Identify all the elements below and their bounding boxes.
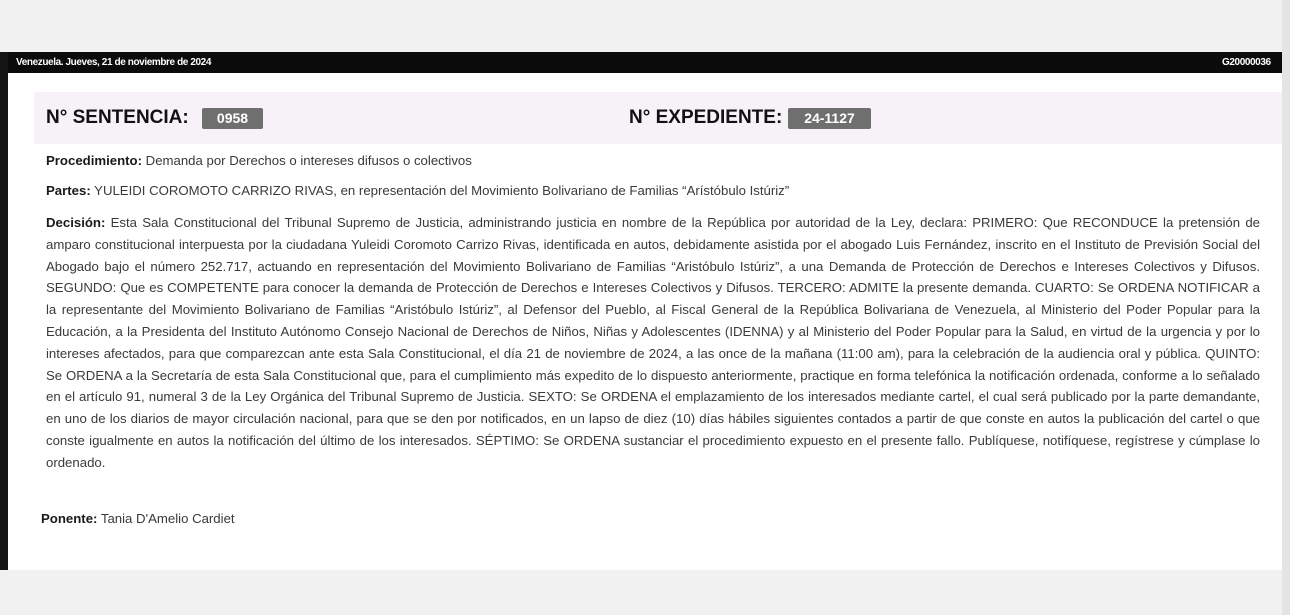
partes-line xyxy=(46,180,1260,202)
sentencia-number-badge: 0958 xyxy=(202,108,263,129)
decision-paragraph xyxy=(46,212,1260,474)
procedimiento-value: Demanda por Derechos o intereses difusos o colectivos xyxy=(145,153,472,168)
decision-label: Decisión: xyxy=(46,215,106,230)
expediente-label: N° EXPEDIENTE: xyxy=(629,107,783,128)
ponente-label: Ponente: xyxy=(41,511,98,526)
procedimiento-line xyxy=(46,150,1260,172)
expediente-number-badge: 24-1127 xyxy=(788,108,871,129)
partes-value: YULEIDI COROMOTO CARRIZO RIVAS, en representación del Movimiento Bolivariano de Familias “Arístóbulo Istúriz” xyxy=(94,183,790,198)
partes-label: Partes: xyxy=(46,183,91,198)
decision-text: Esta Sala Constitucional del Tribunal Supremo de Justicia, administrando justicia en nombre de la República por autoridad de la Ley, declara: PRIMERO: Que RECONDUCE la pretensión de amparo constitucional interpuesta por la ciudadana Yuleidi Coromoto Carrizo Rivas, identificada en autos, debidamente asistida por el abogado Luis Fernández, inscrito en el Instituto de Previsión Social del Abogado bajo el número 252.717, actuando en representación del Movimiento Bolivariano de Familias “Aristóbulo Istúriz”, a una Demanda de Protección de Derechos e Intereses Colectivos y Difusos. SEGUNDO: Que es COMPETENTE para conocer la demanda de Protección de Derechos e Intereses Colectivos y Difusos. TERCERO: ADMITE la presente demanda. CUARTO: Se ORDENA NOTIFICAR a la representante del Movimiento Bolivariano de Familias “Aristóbulo Istúriz”, al Defensor del Pueblo, al Fiscal General de la República Bolivariana de Venezuela, al Ministerio del Poder Popular para la Educación, a la Presidenta del Instituto Autónomo Consejo Nacional de Derechos de Niños, Niñas y Adolescentes (IDENNA) y al Ministerio del Poder Popular para la Salud, en virtud de la urgencia y por lo intereses afectados, para que comparezcan ante esta Sala Constitucional, el día 21 de noviembre de 2024, a las once de la mañana (11:00 am), para la celebración de la audiencia oral y pública. QUINTO: Se ORDENA a la Secretaría de esta Sala Constitucional que, para el cumplimiento más expedito de lo dispuesto anteriormente, practique en forma telefónica la notificación ordenada, conforme a lo señalado en el artículo 91, numeral 3 de la Ley Orgánica del Tribunal Supremo de Justicia. SEXTO: Se ORDENA el emplazamiento de los interesados mediante cartel, el cual será publicado por la parte demandante, en uno de los diarios de mayor circulación nacional, para que se den por notificados, en un lapso de diez (10) días hábiles siguientes contados a partir de que conste en autos la publicación del cartel o que conste igualmente en autos la notificación del último de los interesados. SÉPTIMO: Se ORDENA sustanciar el procedimiento expuesto en el presente fallo. Publíquese, notifíquese, regístrese y cúmplase lo ordenado. xyxy=(46,215,1260,470)
document-code: G20000036 xyxy=(1222,57,1271,68)
top-bar xyxy=(8,52,1282,73)
ponente-line xyxy=(41,508,1255,530)
document-page xyxy=(8,52,1282,570)
location-date: Venezuela. Jueves, 21 de noviembre de 2024 xyxy=(16,57,211,68)
procedimiento-label: Procedimiento: xyxy=(46,153,142,168)
sentencia-label: N° SENTENCIA: xyxy=(46,107,189,128)
right-frame-edge xyxy=(1282,0,1290,615)
ponente-value: Tania D'Amelio Cardiet xyxy=(100,511,235,526)
